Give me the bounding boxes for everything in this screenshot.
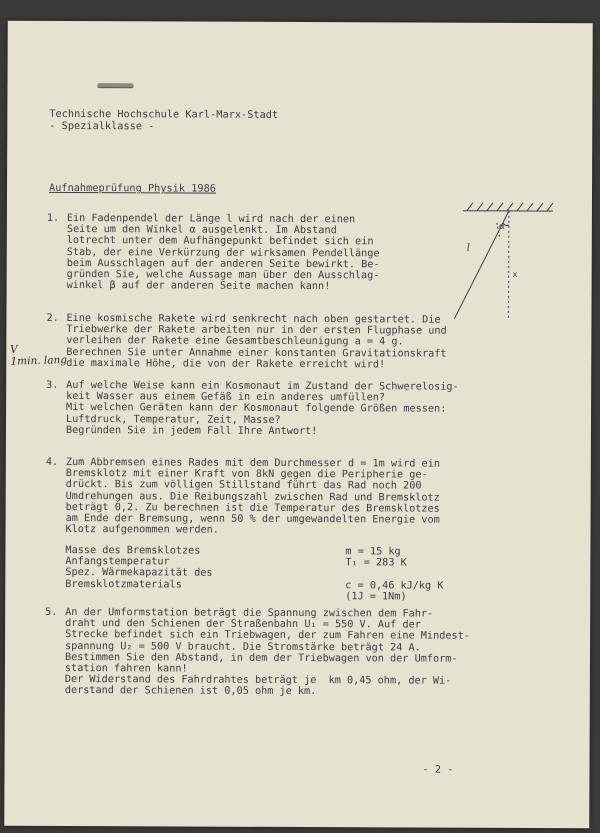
text-line: Auf welche Weise kann ein Kosmonaut im Zustand der Schwerelosig- xyxy=(66,379,459,393)
exam-title: Aufnahmeprüfung Physik 1986 xyxy=(49,182,217,195)
given-label: Bremsklotzmaterials xyxy=(65,578,182,591)
text-line: station fahren kann! xyxy=(64,662,188,675)
page-number: - 2 - xyxy=(422,764,454,776)
text-line: derstand der Schienen ist 0,05 ohm je km. xyxy=(64,685,317,698)
text-line: Der Widerstand des Fahrdrahtes beträgt je km 0,45 ohm, der Wi- xyxy=(64,674,452,687)
text-line: Begründen Sie in jedem Fall Ihre Antwort! xyxy=(65,424,318,437)
text-line: beim Ausschlagen auf der anderen Seite bewirkt. Be- xyxy=(66,257,380,271)
text-line: An der Umformstation beträgt die Spannung zwischen dem Fahr- xyxy=(65,606,434,620)
text-line: keit Wasser aus einem Gefäß in ein anderes umfüllen? xyxy=(66,391,386,404)
text-line: Bestimmen Sie den Abstand, in dem der Triebwagen von der Umform- xyxy=(64,651,458,665)
document-page xyxy=(4,21,593,829)
text-line: Triebwerke der Rakete arbeiten nur in der ersten Flugphase und xyxy=(66,324,447,337)
handwritten-check: V xyxy=(9,343,18,356)
problem-5-number: 5. xyxy=(45,606,58,618)
text-line: drückt. Bis zum völligen Stillstand führt das Rad noch 200 xyxy=(65,479,422,492)
problem-3-number: 3. xyxy=(46,379,59,391)
length-label: l xyxy=(466,242,470,254)
text-line: Stab, der eine Verkürzung der wirksamen Pendellänge xyxy=(66,246,380,259)
given-value xyxy=(345,569,443,581)
text-line: gründen Sie, welche Aussage man über den Ausschlag- xyxy=(66,269,380,282)
angle-label: α xyxy=(498,221,505,232)
problem-1-text xyxy=(67,213,380,293)
text-line: lotrecht unter dem Aufhängepunkt befindet sich ein xyxy=(66,235,374,248)
text-line: Ein Fadenpendel der Länge l wird nach der einen xyxy=(66,212,356,226)
given-value: T₁ = 283 K xyxy=(345,557,407,569)
problem-4-text xyxy=(66,457,440,537)
text-line: winkel β auf der anderen Seite machen kann! xyxy=(66,280,331,293)
given-value: (1J = 1Nm) xyxy=(345,591,407,603)
problem-2-number: 2. xyxy=(46,312,59,324)
problem-1-number: 1. xyxy=(46,212,60,224)
given-label: Masse des Bremsklotzes xyxy=(65,544,201,557)
given-label: Anfangstemperatur xyxy=(65,556,170,568)
text-line: Bremsklotz mit einer Kraft von 8kN gegen die Peripherie ge- xyxy=(65,468,428,481)
problem-4-number: 4. xyxy=(45,456,59,468)
given-label: Spez. Wärmekapazität des xyxy=(65,567,213,580)
problem-4-given-values xyxy=(345,546,443,602)
problem-3-text xyxy=(66,380,459,438)
problem-2-text xyxy=(66,313,447,371)
given-value: c = 0,46 kJ/kg K xyxy=(345,579,444,592)
text-line: Seite um den Winkel α ausgelenkt. Im Abstand xyxy=(66,224,337,237)
text-line: die maximale Höhe, die von der Rakete erreicht wird! xyxy=(66,357,386,371)
text-line: beträgt 0,2. Zu berechnen ist die Temperatur des Bremsklotzes xyxy=(65,501,440,515)
staple xyxy=(97,83,133,87)
text-line: Eine kosmische Rakete wird senkrecht nach oben gestartet. Die xyxy=(66,312,441,326)
text-line: Umdrehungen aus. Die Reibungszahl zwischen Rad und Bremsklotz xyxy=(65,490,440,504)
problem-4-given-labels xyxy=(65,545,212,590)
text-line: Klotz aufgenommen werden. xyxy=(65,524,219,536)
handwritten-note xyxy=(10,342,67,368)
text-line: Luftdruck, Temperatur, Zeit, Masse? xyxy=(65,413,281,426)
pendulum-diagram xyxy=(452,201,563,321)
text-line: draht und den Schienen der Straßenbahn U₁ = 550 V. Auf der xyxy=(65,618,421,631)
text-line: am Ende der Bremsung, wenn 50 % der umgewandelten Energie vom xyxy=(65,513,440,526)
text-line: Berechnen Sie unter Annahme einer konstanten Gravitationskraft xyxy=(66,346,447,360)
text-line: spannung U₂ = 500 V braucht. Die Stromstärke beträgt 24 A. xyxy=(65,640,421,654)
text-line: Strecke befindet sich ein Triebwagen, der zum Fahren eine Mindest- xyxy=(65,629,470,643)
text-line: Zum Abbremsen eines Rades mit dem Durchmesser d = 1m wird ein xyxy=(65,456,440,470)
problem-5-text xyxy=(65,607,470,698)
handwritten-remark: 1min. lang xyxy=(10,354,68,368)
text-line: Mit welchen Geräten kann der Kosmonaut folgende Größen messen: xyxy=(66,402,447,416)
given-value: m = 15 kg xyxy=(345,546,401,558)
institution-name: Technische Hochschule Karl-Marx-Stadt xyxy=(49,108,279,121)
distance-label: x xyxy=(512,269,518,279)
text-line: verleihen der Rakete eine Gesamtbeschleunigung a = 4 g. xyxy=(66,335,404,348)
class-name: - Spezialklasse - xyxy=(49,120,155,133)
